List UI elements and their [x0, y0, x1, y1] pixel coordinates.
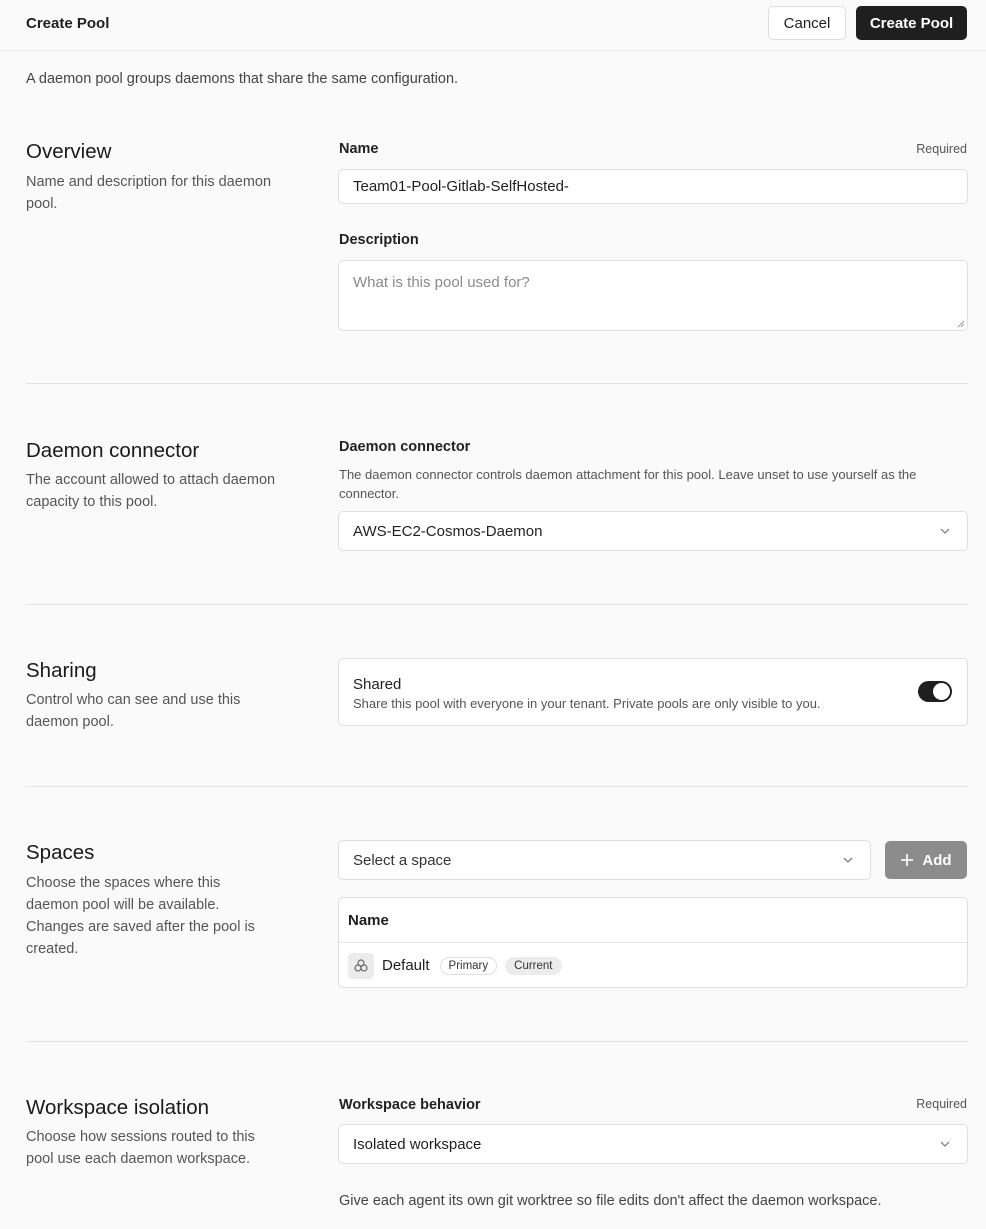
page-title: Create Pool — [26, 15, 110, 32]
name-label: Name — [339, 141, 379, 157]
add-label: Add — [922, 851, 952, 869]
connector-select[interactable] — [338, 511, 968, 551]
space-select[interactable] — [338, 840, 871, 880]
workspace-behavior-select[interactable] — [338, 1124, 968, 1164]
top-bar — [0, 0, 986, 51]
shared-card — [338, 658, 968, 726]
sharing-title: Sharing — [26, 659, 97, 682]
space-select-placeholder: Select a space — [353, 851, 452, 869]
connector-title: Daemon connector — [26, 439, 200, 462]
toggle-knob — [933, 683, 950, 700]
isolation-title: Workspace isolation — [26, 1096, 210, 1119]
spaces-table — [338, 897, 968, 988]
column-name: Name — [348, 911, 389, 929]
current-badge: Current — [505, 957, 561, 975]
spaces-title: Spaces — [26, 841, 95, 864]
space-icon — [348, 953, 374, 979]
section-divider — [26, 786, 968, 787]
name-required: Required — [916, 142, 967, 156]
plus-icon — [900, 853, 914, 867]
table-row[interactable] — [339, 943, 967, 988]
section-divider — [26, 604, 968, 605]
section-divider — [26, 383, 968, 384]
description-placeholder: What is this pool used for? — [353, 274, 530, 291]
chevron-down-icon — [939, 1139, 951, 1149]
description-label: Description — [339, 232, 419, 248]
chevron-down-icon — [842, 855, 854, 865]
connector-help: The daemon connector controls daemon attachment for this pool. Leave unset to use yourself as the connector. — [339, 467, 917, 501]
primary-badge: Primary — [440, 957, 498, 975]
isolation-description: Choose how sessions routed to this pool use each daemon workspace. — [26, 1129, 255, 1167]
workspace-behavior-label: Workspace behavior — [339, 1097, 481, 1113]
resize-handle-icon[interactable] — [957, 320, 965, 328]
workspace-note: Give each agent its own git worktree so file edits don't affect the daemon workspace. — [339, 1193, 882, 1209]
add-space-button[interactable] — [885, 841, 967, 879]
shared-description: Share this pool with everyone in your tenant. Private pools are only visible to you. — [353, 696, 821, 711]
chevron-down-icon — [939, 526, 951, 536]
shared-toggle[interactable] — [918, 681, 952, 702]
create-pool-button[interactable]: Create Pool — [856, 6, 967, 40]
connector-label: Daemon connector — [339, 439, 471, 455]
section-divider — [26, 1041, 968, 1042]
table-header — [339, 898, 967, 943]
name-value: Team01-Pool-Gitlab-SelfHosted- — [353, 178, 569, 195]
spaces-description: Choose the spaces where this daemon pool will be available. Changes are saved after the pool is created. — [26, 875, 255, 957]
workspace-required: Required — [916, 1097, 967, 1111]
description-field[interactable] — [338, 260, 968, 331]
connector-selected-value: AWS-EC2-Cosmos-Daemon — [353, 522, 543, 540]
workspace-selected-value: Isolated workspace — [353, 1135, 482, 1153]
name-field[interactable] — [338, 169, 968, 204]
intro-text: A daemon pool groups daemons that share the same configuration. — [26, 71, 459, 87]
cancel-button[interactable]: Cancel — [768, 6, 846, 40]
connector-description: The account allowed to attach daemon capacity to this pool. — [26, 472, 276, 510]
space-name: Default — [382, 957, 430, 974]
overview-title: Overview — [26, 140, 112, 163]
shared-title: Shared — [353, 676, 402, 693]
overview-description: Name and description for this daemon pool. — [26, 174, 272, 212]
sharing-description: Control who can see and use this daemon pool. — [26, 692, 241, 730]
